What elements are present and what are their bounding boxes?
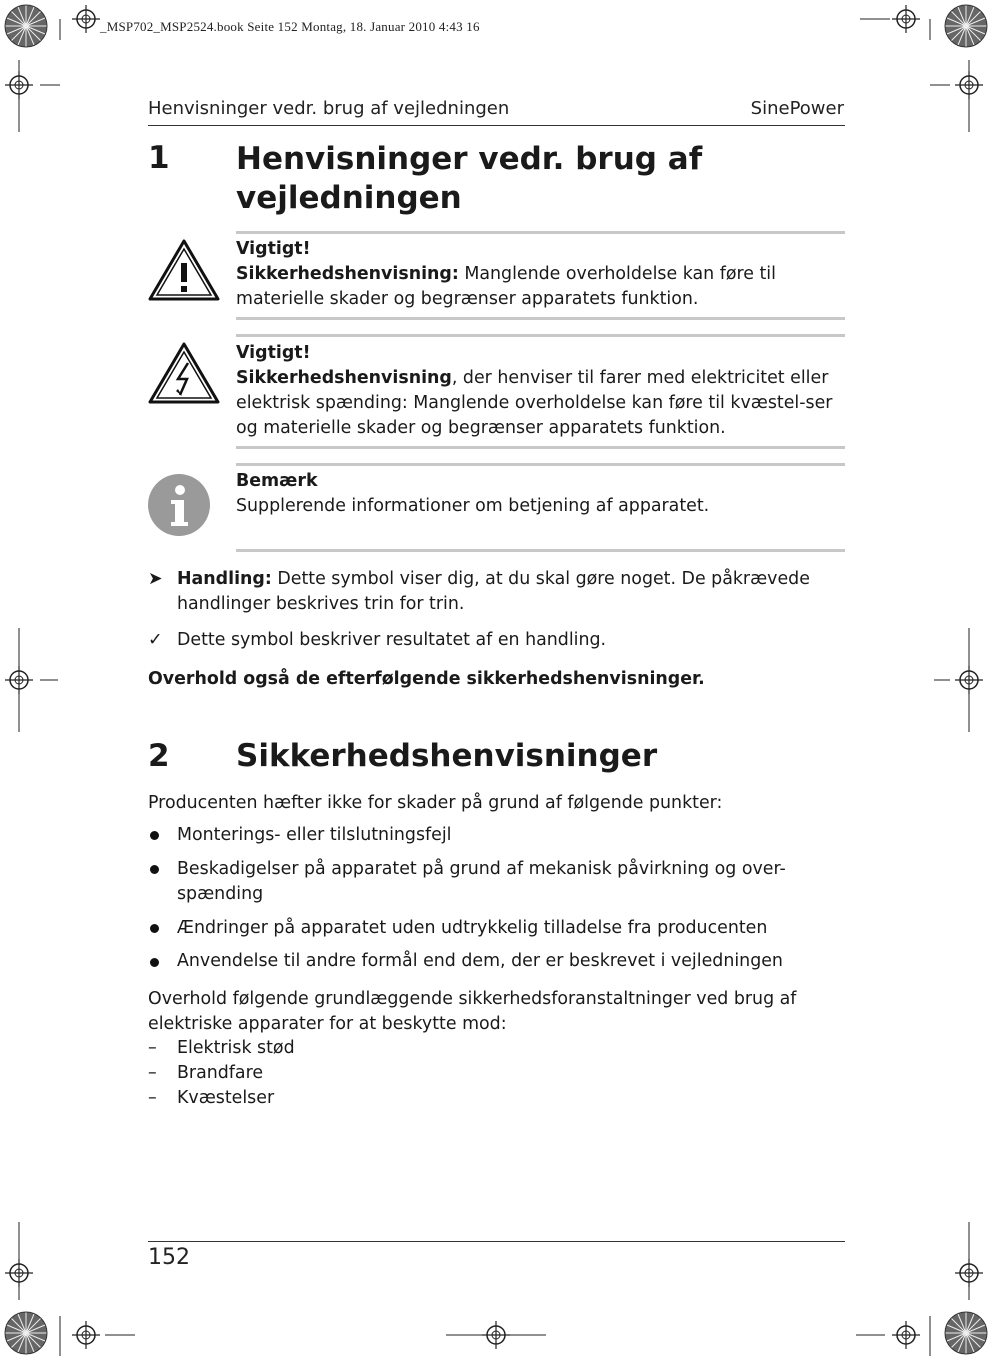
info-note xyxy=(236,469,846,519)
header-divider xyxy=(148,125,845,126)
page-number: 152 xyxy=(148,1245,190,1270)
running-header-title: Henvisninger vedr. brug af vejledningen xyxy=(148,98,510,119)
section-number: 2 xyxy=(148,738,170,774)
list-item: Elektrisk stød xyxy=(177,1038,295,1058)
electric-hazard-note xyxy=(236,341,846,441)
section-title: Sikkerhedshenvisninger xyxy=(236,738,658,774)
note-bold-lead: Sikkerhedshenvisning: xyxy=(236,264,459,284)
note-heading: Vigtigt! xyxy=(236,343,311,363)
section-number: 1 xyxy=(148,140,170,176)
registration-star-mark xyxy=(5,5,47,47)
note-text: Supplerende informationer om betjening af apparatet. xyxy=(236,496,710,516)
note-divider xyxy=(236,317,845,320)
running-header-brand: SinePower xyxy=(750,98,844,119)
warning-icon xyxy=(147,238,221,302)
info-icon xyxy=(147,473,211,537)
list-item: Monterings- eller tilslutningsfejl xyxy=(177,825,452,845)
dash-marker: – xyxy=(148,1088,157,1108)
print-slug: _MSP702_MSP2524.book Seite 152 Montag, 18. Januar 2010 4:43 16 xyxy=(100,19,480,34)
checkmark-icon: ✓ xyxy=(148,630,163,650)
electric-hazard-icon xyxy=(147,341,221,405)
bullet-dot xyxy=(150,831,159,840)
dash-marker: – xyxy=(148,1038,157,1058)
action-label: Handling: xyxy=(177,569,272,589)
note-divider xyxy=(236,231,845,234)
footer-divider xyxy=(148,1241,845,1242)
note-heading: Bemærk xyxy=(236,471,318,491)
note-text: , der henviser til farer med elektricitet eller elektrisk spænding: Manglende overholdelse kan føre til kvæstel-ser og materielle skader og begrænser apparatets funktion. xyxy=(236,368,833,438)
note-text: Manglende overholdelse kan føre til materielle skader og begrænser apparatets funktion. xyxy=(236,264,776,309)
action-text: Dette symbol viser dig, at du skal gøre noget. De påkrævede handlinger beskrives trin for trin. xyxy=(177,569,810,614)
closing-instruction: Overhold også de efterfølgende sikkerhedshenvisninger. xyxy=(148,669,705,689)
bullet-dot xyxy=(150,924,159,933)
note-divider xyxy=(236,463,845,466)
list-item: Ændringer på apparatet uden udtrykkelig tilladelse fra producenten xyxy=(177,918,768,938)
bullet-dot xyxy=(150,958,159,967)
liability-intro: Producenten hæfter ikke for skader på grund af følgende punkter: xyxy=(148,793,723,813)
note-divider xyxy=(236,334,845,337)
note-heading: Vigtigt! xyxy=(236,239,311,259)
action-description xyxy=(177,567,847,617)
result-text: Dette symbol beskriver resultatet af en handling. xyxy=(177,630,607,650)
note-bold-lead: Sikkerhedshenvisning xyxy=(236,368,452,388)
action-arrow-icon: ➤ xyxy=(148,569,163,589)
bullet-dot xyxy=(150,865,159,874)
section-title: Henvisninger vedr. brug af vejledningen xyxy=(236,141,703,216)
warning-note xyxy=(236,237,846,312)
list-item: Beskadigelser på apparatet på grund af mekanisk påvirkning og over-spænding xyxy=(177,859,786,904)
safety-paragraph: Overhold følgende grundlæggende sikkerhedsforanstaltninger ved brug af elektriske apparater for at beskytte mod: xyxy=(148,989,797,1034)
list-item: Anvendelse til andre formål end dem, der er beskrevet i vejledningen xyxy=(177,951,783,971)
dash-marker: – xyxy=(148,1063,157,1083)
note-divider xyxy=(236,446,845,449)
note-divider xyxy=(236,549,845,552)
list-item: Brandfare xyxy=(177,1063,264,1083)
list-item: Kvæstelser xyxy=(177,1088,275,1108)
